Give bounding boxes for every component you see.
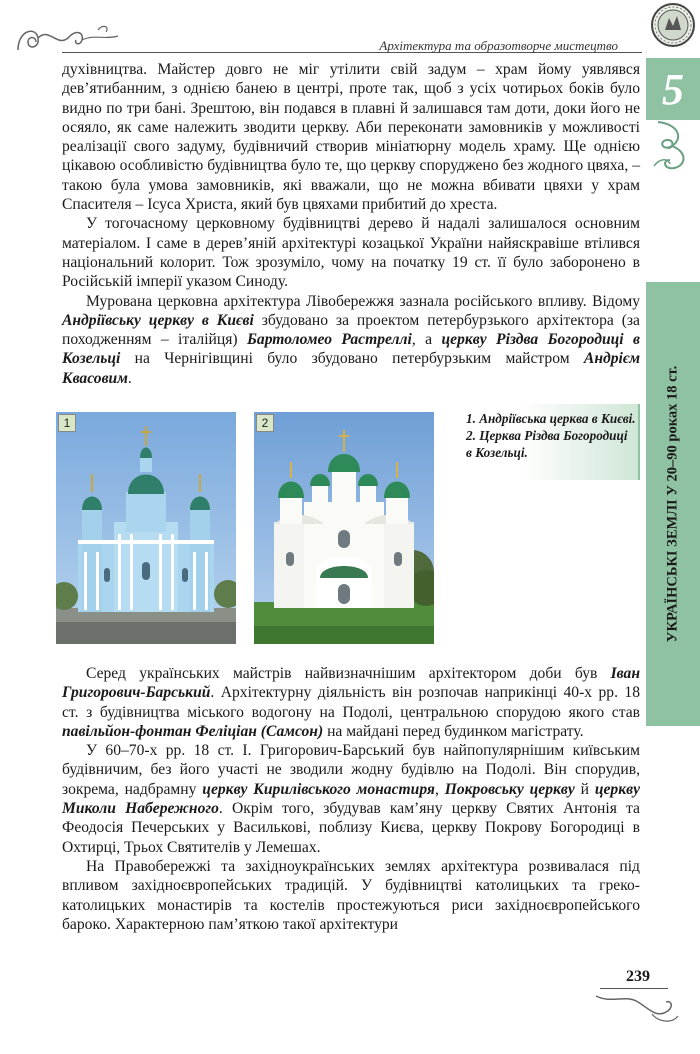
emphasized-term: Покровську церкву: [444, 780, 575, 798]
chapter-number: 5: [662, 64, 684, 114]
text-run: Мурована церковна архітектура Лівобережжя зазнала російського впливу. Відому: [86, 292, 640, 310]
emphasized-term: Андрієм Квасовим: [62, 350, 640, 387]
text-run: У 60–70-х рр. 18 ст. І. Григорович-Барський був найпопулярнішим київським будівничим, без його участі не зводили жодну будівлю на Подолі. Він спорудив, зокрема, надбрамну: [62, 742, 640, 798]
text-run: , а: [411, 331, 442, 349]
paragraph: [62, 292, 640, 388]
text-run: На Правобережжі та західноукраїнських землях архітектура розвивалася під впливом західноєвропейських традицій. У будівництві католицьких та греко-католицьких монастирів та костелів простежуються риси західноєвропейського бароко. Характерною пам’яткою такої архітектури: [62, 857, 640, 933]
text-run: ,: [434, 780, 445, 798]
header-title: Архітектура та образотворче мистецтво: [379, 38, 618, 53]
figure-2-photo: [254, 412, 434, 644]
section-side-tab: [646, 282, 700, 726]
figure-caption: [466, 410, 636, 461]
body-text-top: [62, 60, 640, 388]
text-run: . Архітектурну діяльність він розпочав наприкінці 40-х рр. 18 ст. з будівництва міського водогону на Подолі, центральною спорудою якого став: [62, 684, 640, 721]
emphasized-term: павільйон-фонтан Феліціан (Самсон): [62, 722, 324, 740]
text-run: У тогочасному церковному будівництві дерево й надалі залишалося основним матеріалом. І саме в дерев’яній архітектурі козацької України найяскравіше втілився національний колорит. Тож зрозуміло, чому на початку 19 ст. її було заборонено в Російській імперії указом Синоду.: [62, 215, 640, 291]
emphasized-term: Андріївську церкву в Києві: [62, 311, 254, 329]
chapter-tab: [646, 58, 700, 120]
corner-ornament-icon: [14, 20, 124, 56]
body-text-bottom: [62, 664, 640, 934]
text-run: . Окрім того, збудував кам’яну церкву Святих Антонія та Феодосія Печерських у Василькові, поблизу Києва, церкву Покрову Богородиці в Охтирці, Трьох Святителів у Лемешах.: [62, 800, 640, 856]
paragraph: [62, 214, 640, 291]
kozelets-church-image: [254, 412, 434, 644]
paragraph: [62, 664, 640, 741]
page-number: 239: [626, 968, 650, 985]
andriivska-church-image: [56, 412, 236, 644]
text-run: на майдані перед будинком магістрату.: [323, 722, 584, 740]
text-run: збудовано за проектом петербурзького архітектора (за походженням – італійця): [62, 311, 640, 349]
paragraph: [62, 857, 640, 934]
footer-rule: [600, 988, 668, 989]
paragraph: [62, 741, 640, 857]
text-run: й: [574, 780, 595, 798]
side-tab-text: УКРАЇНСЬКІ ЗЕМЛІ У 20–90 роках 18 ст.: [664, 365, 681, 643]
emphasized-term: Іван Григорович-Барський: [62, 665, 640, 702]
emphasized-term: церкву Різдва Богородиці в Козельці: [62, 331, 640, 368]
text-run: духівництва. Майстер довго не міг утілити свій задум – храм йому уявлявся дев’ятибанним, з однією банею в центрі, проте так, щоб з усіх чотирьох боків було видно по три бані. Зрештою, він подався в плавні й залишався там доти, доки його не осяяло, як саме належить зводити церкву. Аби переконати замовників у можливості реалізації свого задуму, будівничий створив мініатюрну модель храму. Ще однією цікавою особливістю будівництва було те, що церкву споруджено без жодного цвяха, – такою була умова замовників, які вважали, що не можна вбивати цвяхи у храм Спасителя – Ісуса Христа, який був цвяхами прибитий до хреста.: [62, 61, 640, 214]
figure-1-photo: [56, 412, 236, 644]
paragraph: [62, 60, 640, 214]
text-run: на Чернігівщині було збудовано петербурзьким майстром: [120, 350, 584, 368]
emphasized-term: Бартоломео Растреллі: [247, 331, 412, 349]
caption-line-2: 2. Церква Різдва Богородиці в Козельці.: [466, 428, 628, 460]
text-run: Серед українських майстрів найвизначнішим архітектором доби був: [86, 665, 611, 682]
text-run: .: [127, 369, 132, 387]
caption-line-1: 1. Андріївська церква в Києві.: [466, 411, 636, 426]
footer-ornament-icon: [592, 990, 682, 1026]
figure-2-label: 2: [256, 414, 274, 432]
figure-1-label: 1: [58, 414, 76, 432]
emphasized-term: церкву Кирилівського монастиря: [202, 780, 435, 798]
emphasized-term: церкву Миколи Набережного: [62, 780, 640, 818]
emblem-seal-icon: [650, 2, 696, 48]
side-ornament-icon: [648, 118, 698, 174]
